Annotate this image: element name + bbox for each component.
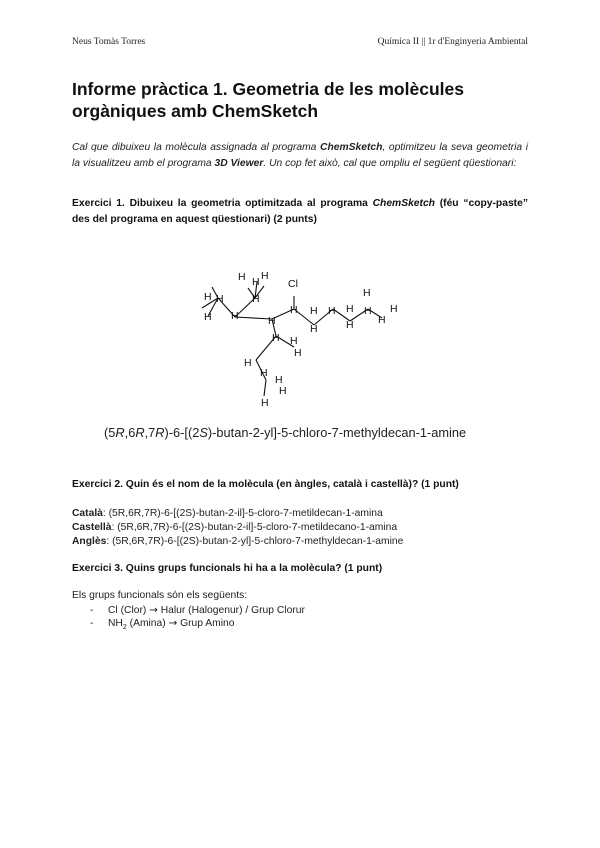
exercise-1-text-1: Exercici 1. Dibuixeu la geometria optimitzada al programa: [72, 198, 373, 209]
iupac-stereo-s: S: [199, 425, 208, 440]
group-text: (Amina): [126, 618, 169, 629]
group-text: NH: [108, 618, 123, 629]
name-value: : (5R,6R,7R)-6-[(2S)-butan-2-yl]-5-chloro-7-methyldecan-1-amine: [106, 536, 404, 547]
atom-hydrogen: H: [268, 315, 276, 327]
list-item: [88, 604, 305, 617]
arrow-icon: →: [149, 604, 158, 616]
atom-hydrogen: H: [261, 270, 269, 282]
exercise-1-app: ChemSketch: [372, 198, 435, 209]
iupac-part: (5: [104, 425, 116, 440]
iupac-stereo-r: R: [115, 425, 125, 440]
atom-hydrogen: H: [328, 305, 336, 317]
atom-hydrogen: H: [294, 347, 302, 359]
arrow-icon: →: [168, 617, 178, 629]
intro-app-2: 3D Viewer: [214, 158, 264, 169]
atom-hydrogen: H: [363, 287, 371, 299]
atom-hydrogen: H: [346, 319, 354, 331]
iupac-stereo-r: R: [155, 425, 165, 440]
group-text: Grup Amino: [177, 618, 235, 629]
atom-hydrogen: H: [231, 310, 239, 322]
intro-paragraph: [72, 140, 528, 172]
name-lang: Català: [72, 508, 103, 519]
iupac-part: )-butan-2-yl]-5-chloro-7-methyldecan-1-amine: [207, 425, 467, 440]
intro-app-1: ChemSketch: [320, 142, 383, 153]
header-course: Química II || 1r d'Enginyeria Ambiental: [377, 37, 528, 47]
list-dash: -: [90, 618, 94, 629]
exercise-2-heading: Exercici 2. Quin és el nom de la molècula (en àngles, català i castellà)? (1 punt): [72, 479, 459, 490]
atom-hydrogen: H: [252, 276, 260, 288]
iupac-part: )-6-[(2: [164, 425, 200, 440]
atom-hydrogen: H: [244, 357, 252, 369]
atom-hydrogen: H: [364, 305, 372, 317]
atom-hydrogen: H: [261, 397, 269, 409]
atom-hydrogen: H: [252, 293, 260, 305]
intro-text-2: , optimitzeu la seva geometria i la visualitzeu amb el programa: [72, 142, 529, 169]
atom-hydrogen: H: [310, 305, 318, 317]
atom-hydrogen: H: [279, 385, 287, 397]
list-item: [88, 617, 305, 634]
name-lang: Anglès: [72, 536, 107, 547]
exercise-1-text-2: (féu “copy-paste” des del programa en aquest qüestionari) (2 punts): [72, 198, 528, 225]
molecule-iupac-name: [104, 425, 466, 440]
name-catalan: [72, 507, 403, 521]
atom-hydrogen: H: [310, 323, 318, 335]
groups-intro: Els grups funcionals són els següents:: [72, 590, 248, 601]
molecule-structure: [190, 262, 410, 412]
iupac-part: ,6: [124, 425, 136, 440]
group-text: Cl (Clor): [108, 605, 150, 616]
atom-hydrogen: H: [204, 291, 212, 303]
header-author: Neus Tomàs Torres: [72, 37, 146, 47]
molecule-atoms: [204, 270, 398, 409]
subscript: 2: [122, 624, 127, 632]
atom-chlorine: Cl: [288, 278, 298, 290]
atom-hydrogen: H: [275, 374, 283, 386]
functional-groups-list: [88, 604, 305, 634]
name-value: : (5R,6R,7R)-6-[(2S)-butan-2-il]-5-cloro-7-metildecan-1-amina: [102, 508, 383, 519]
atom-hydrogen: H: [378, 314, 386, 326]
intro-text-3: . Un cop fet això, cal que ompliu el següent qüestionari:: [263, 158, 517, 169]
iupac-part: ,7: [144, 425, 156, 440]
name-spanish: [72, 521, 403, 535]
name-english: [72, 535, 403, 549]
atom-hydrogen: H: [346, 303, 354, 315]
name-value: : (5R,6R,7R)-6-[(2S)-butan-2-il]-5-cloro-7-metildecano-1-amina: [111, 522, 398, 533]
atom-hydrogen: H: [238, 271, 246, 283]
intro-text-1: Cal que dibuixeu la molècula assignada al programa: [72, 142, 321, 153]
exercise-3-heading: Exercici 3. Quins grups funcionals hi ha a la molècula? (1 punt): [72, 563, 383, 574]
name-lang: Castellà: [72, 522, 112, 533]
molecule-names: [72, 507, 403, 549]
exercise-1-heading: [72, 196, 528, 228]
atom-hydrogen: H: [390, 303, 398, 315]
iupac-stereo-r: R: [135, 425, 145, 440]
atom-hydrogen: H: [290, 304, 298, 316]
group-text: Halur (Halogenur) / Grup Clorur: [157, 605, 305, 616]
list-dash: -: [90, 605, 94, 616]
atom-hydrogen: H: [260, 367, 268, 379]
atom-hydrogen: H: [204, 311, 212, 323]
atom-hydrogen: H: [272, 332, 280, 344]
atom-hydrogen: H: [216, 293, 224, 305]
page-title: Informe pràctica 1. Geometria de les molècules orgàniques amb ChemSketch: [72, 79, 464, 121]
atom-hydrogen: H: [290, 335, 298, 347]
